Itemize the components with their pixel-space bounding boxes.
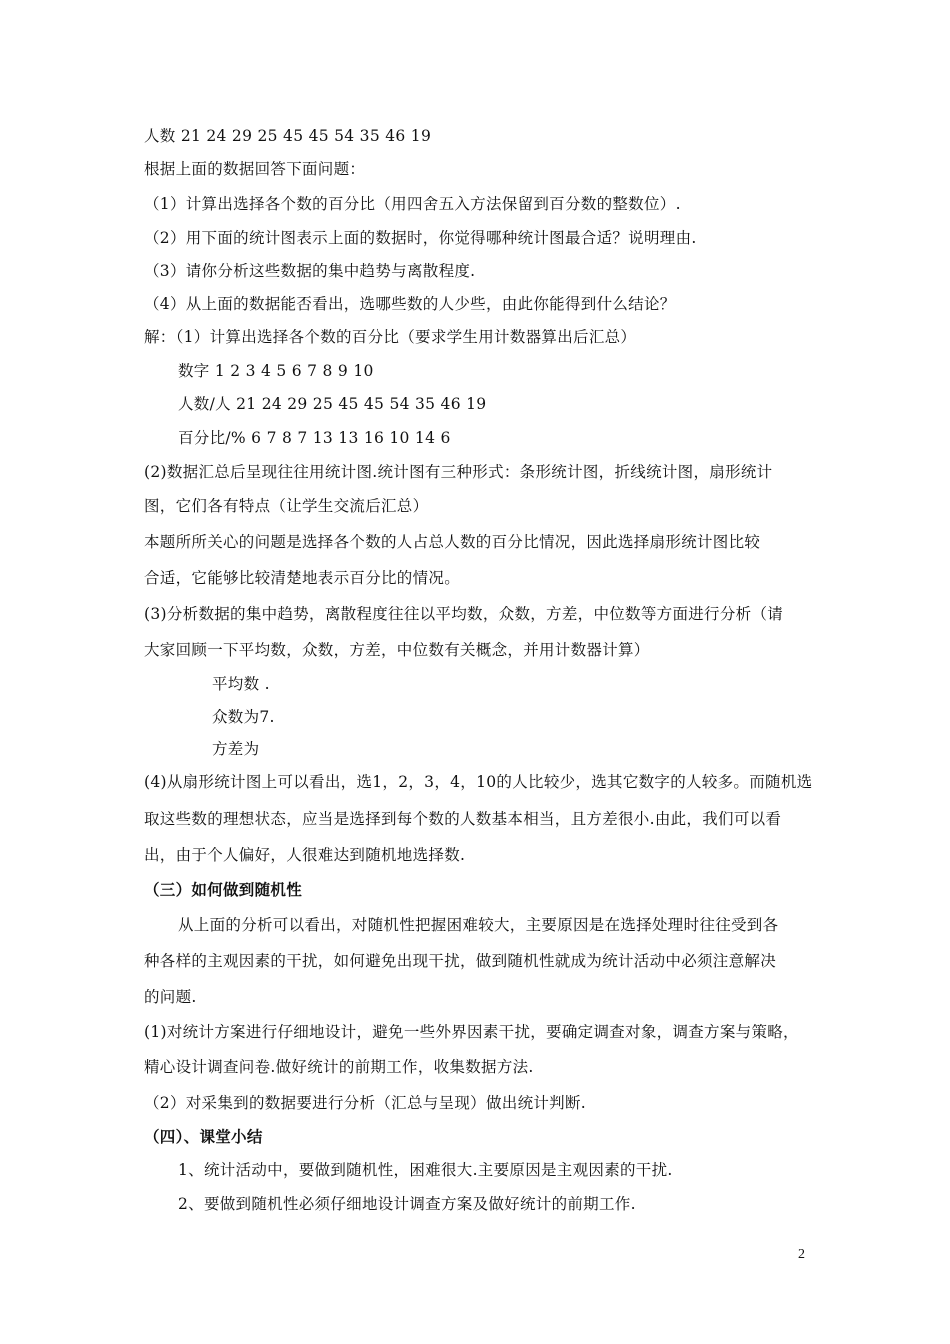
text-line: (2)数据汇总后呈现往往用统计图.统计图有三种形式：条形统计图，折线统计图，扇形统计 [144,463,773,481]
text-line: (3)分析数据的集中趋势，离散程度往往以平均数，众数，方差，中位数等方面进行分析（请 [144,605,784,623]
section-heading: （四）、课堂小结 [144,1128,263,1146]
text-line: （2）对采集到的数据要进行分析（汇总与呈现）做出统计判断. [144,1094,586,1112]
text-line: (4)从扇形统计图上可以看出，选1，2，3，4，10的人比较少，选其它数字的人较多。而随机选 [144,773,813,791]
text-line: 出，由于个人偏好，人很难达到随机地选择数. [144,846,466,864]
text-line: (1)对统计方案进行仔细地设计，避免一些外界因素干扰，要确定调查对象，调查方案与策略， [144,1023,799,1041]
summary-item: 1、统计活动中，要做到随机性，困难很大.主要原因是主观因素的干扰. [178,1161,673,1179]
question-4: （4）从上面的数据能否看出，选哪些数的人少些，由此你能得到什么结论？ [144,295,676,313]
text-line: 从上面的分析可以看出，对随机性把握困难较大，主要原因是在选择处理时往往受到各 [178,916,779,934]
page-number: 2 [798,1247,805,1262]
text-line: 图，它们各有特点（让学生交流后汇总） [144,497,429,515]
mode-line: 众数为7. [212,708,275,726]
mean-line: 平均数 . [212,675,270,693]
table-row-numbers: 数字 1 2 3 4 5 6 7 8 9 10 [178,362,374,380]
table-row-people: 人数/人 21 24 29 25 45 45 54 35 46 19 [178,395,487,413]
question-1: （1）计算出选择各个数的百分比（用四舍五入方法保留到百分数的整数位）. [144,195,681,213]
question-3: （3）请你分析这些数据的集中趋势与离散程度. [144,262,476,280]
section-heading: （三）如何做到随机性 [144,881,303,899]
text-line: 精心设计调查问卷.做好统计的前期工作，收集数据方法. [144,1058,534,1076]
text-line: 本题所所关心的问题是选择各个数的人占总人数的百分比情况，因此选择扇形统计图比较 [144,533,761,551]
question-2: （2）用下面的统计图表示上面的数据时，你觉得哪种统计图最合适？说明理由. [144,229,697,247]
variance-line: 方差为 [212,740,260,758]
summary-item: 2、要做到随机性必须仔细地设计调查方案及做好统计的前期工作. [178,1195,636,1213]
solution-line: 解：（1）计算出选择各个数的百分比（要求学生用计数器算出后汇总） [144,328,637,346]
text-line: 种各样的主观因素的干扰，如何避免出现干扰，做到随机性就成为统计活动中必须注意解决 [144,952,777,970]
text-line: 的问题. [144,988,197,1006]
text-line: 合适，它能够比较清楚地表示百分比的情况。 [144,569,461,587]
text-line-data-row: 人数 21 24 29 25 45 45 54 35 46 19 [144,127,432,145]
text-line: 根据上面的数据回答下面问题： [144,160,366,178]
text-line: 大家回顾一下平均数，众数，方差，中位数有关概念，并用计数器计算） [144,641,650,659]
text-line: 取这些数的理想状态，应当是选择到每个数的人数基本相当，且方差很小.由此，我们可以看 [144,810,782,828]
table-row-percent: 百分比/% 6 7 8 7 13 13 16 10 14 6 [178,429,451,447]
